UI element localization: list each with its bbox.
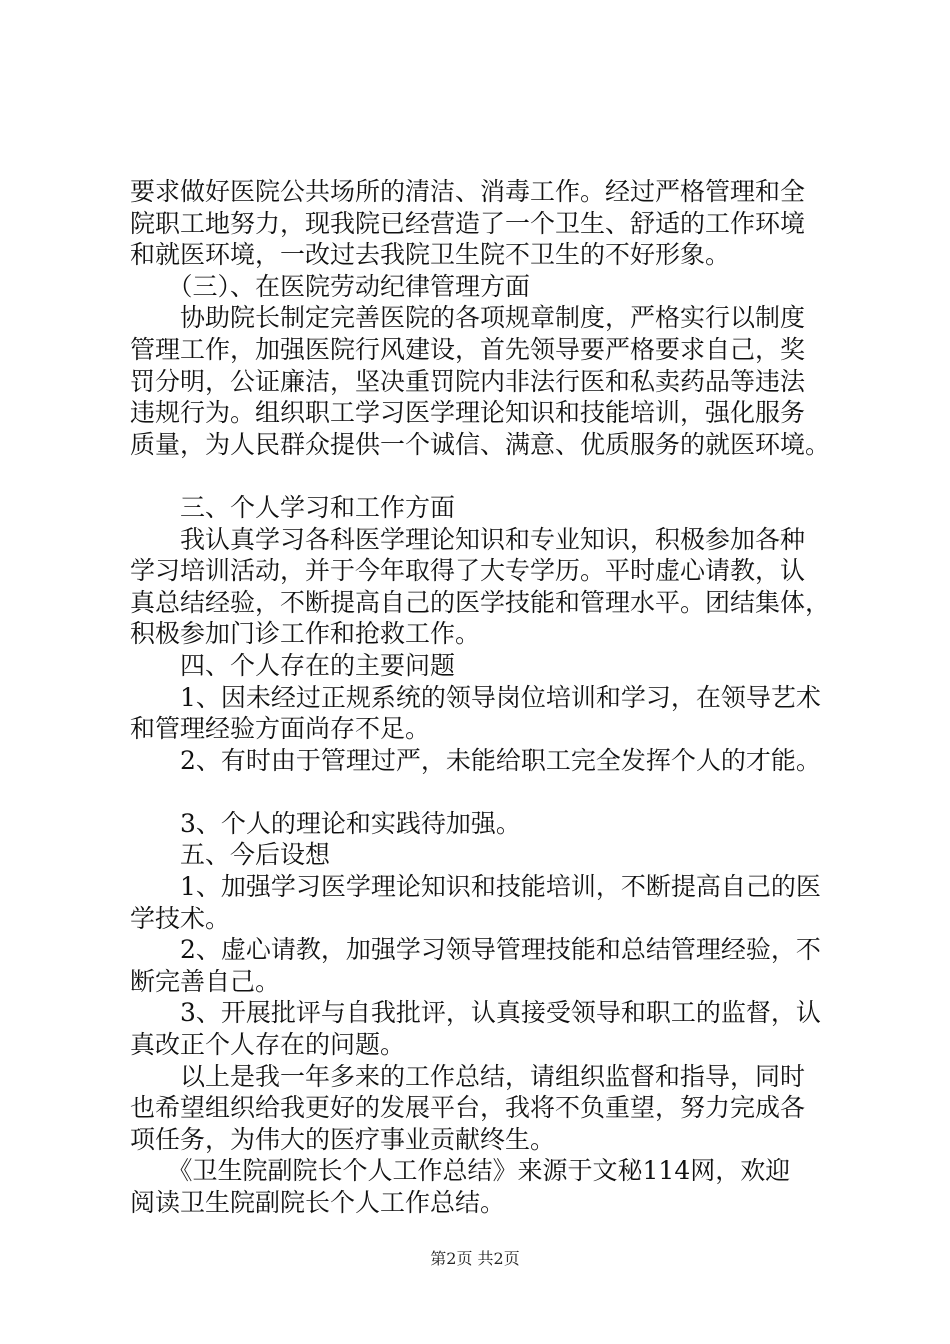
document-body [130, 176, 850, 1219]
body-text-line: 3、个人的理论和实践待加强。 [130, 808, 521, 838]
body-text-line: 真改正个人存在的问题。 [130, 1030, 406, 1060]
body-text-line: 阅读卫生院副院长个人工作总结。 [130, 1188, 506, 1217]
body-text-line: 断完善自己。 [130, 966, 281, 996]
body-text-line: 学习培训活动，并于今年取得了大专学历。平时虚心请教，认 [130, 556, 806, 586]
body-text-line: 三、个人学习和工作方面 [130, 492, 456, 522]
body-text-line: 罚分明，公证廉洁，坚决重罚院内非法行医和私卖药品等违法 [130, 366, 806, 396]
body-text-line: 质量，为人民群众提供一个诚信、满意、优质服务的就医环境。 [130, 429, 831, 459]
body-text-line: 违规行为。组织职工学习医学理论知识和技能培训，强化服务 [130, 398, 806, 428]
body-text-line: 项任务，为伟大的医疗事业贡献终生。 [130, 1124, 556, 1154]
body-text-line: 2、有时由于管理过严，未能给职工完全发挥个人的才能。 [130, 745, 821, 775]
body-text-line: 真总结经验，不断提高自己的医学技能和管理水平。团结集体， [130, 587, 831, 617]
body-text-line: 也希望组织给我更好的发展平台，我将不负重望，努力完成各 [130, 1093, 806, 1123]
blank-line [130, 460, 850, 492]
body-text-line: 四、个人存在的主要问题 [130, 650, 456, 680]
body-text-line: 积极参加门诊工作和抢救工作。 [130, 619, 481, 649]
body-text-line: 五、今后设想 [130, 840, 331, 870]
body-text-line: 协助院长制定完善医院的各项规章制度，严格实行以制度 [130, 303, 806, 333]
body-text-line: 和就医环境，一改过去我院卫生院不卫生的不好形象。 [130, 240, 731, 270]
body-text-line: 以上是我一年多来的工作总结，请组织监督和指导，同时 [130, 1061, 806, 1091]
body-text-line: 要求做好医院公共场所的清洁、消毒工作。经过严格管理和全 [130, 177, 806, 206]
page-footer: 第2页 共2页 [430, 1249, 520, 1268]
body-text-line: 学技术。 [130, 903, 231, 933]
body-text-line: 1、加强学习医学理论知识和技能培训，不断提高自己的医 [130, 872, 821, 902]
body-text-line: 《卫生院副院长个人工作总结》来源于文秘114网，欢迎 [130, 1156, 791, 1186]
body-text-line: （三）、在医院劳动纪律管理方面 [130, 271, 531, 301]
body-text-line: 院职工地努力，现我院已经营造了一个卫生、舒适的工作环境 [130, 208, 806, 238]
body-text-line: 我认真学习各科医学理论知识和专业知识，积极参加各种 [130, 524, 806, 554]
blank-line [130, 776, 850, 808]
body-text-line: 2、虚心请教，加强学习领导管理技能和总结管理经验，不 [130, 935, 821, 965]
body-text-line: 和管理经验方面尚存不足。 [130, 714, 431, 744]
body-text-line: 3、开展批评与自我批评，认真接受领导和职工的监督，认 [130, 998, 821, 1028]
body-text-line: 管理工作，加强医院行风建设，首先领导要严格要求自己，奖 [130, 334, 806, 364]
body-text-line: 1、因未经过正规系统的领导岗位培训和学习，在领导艺术 [130, 682, 821, 712]
